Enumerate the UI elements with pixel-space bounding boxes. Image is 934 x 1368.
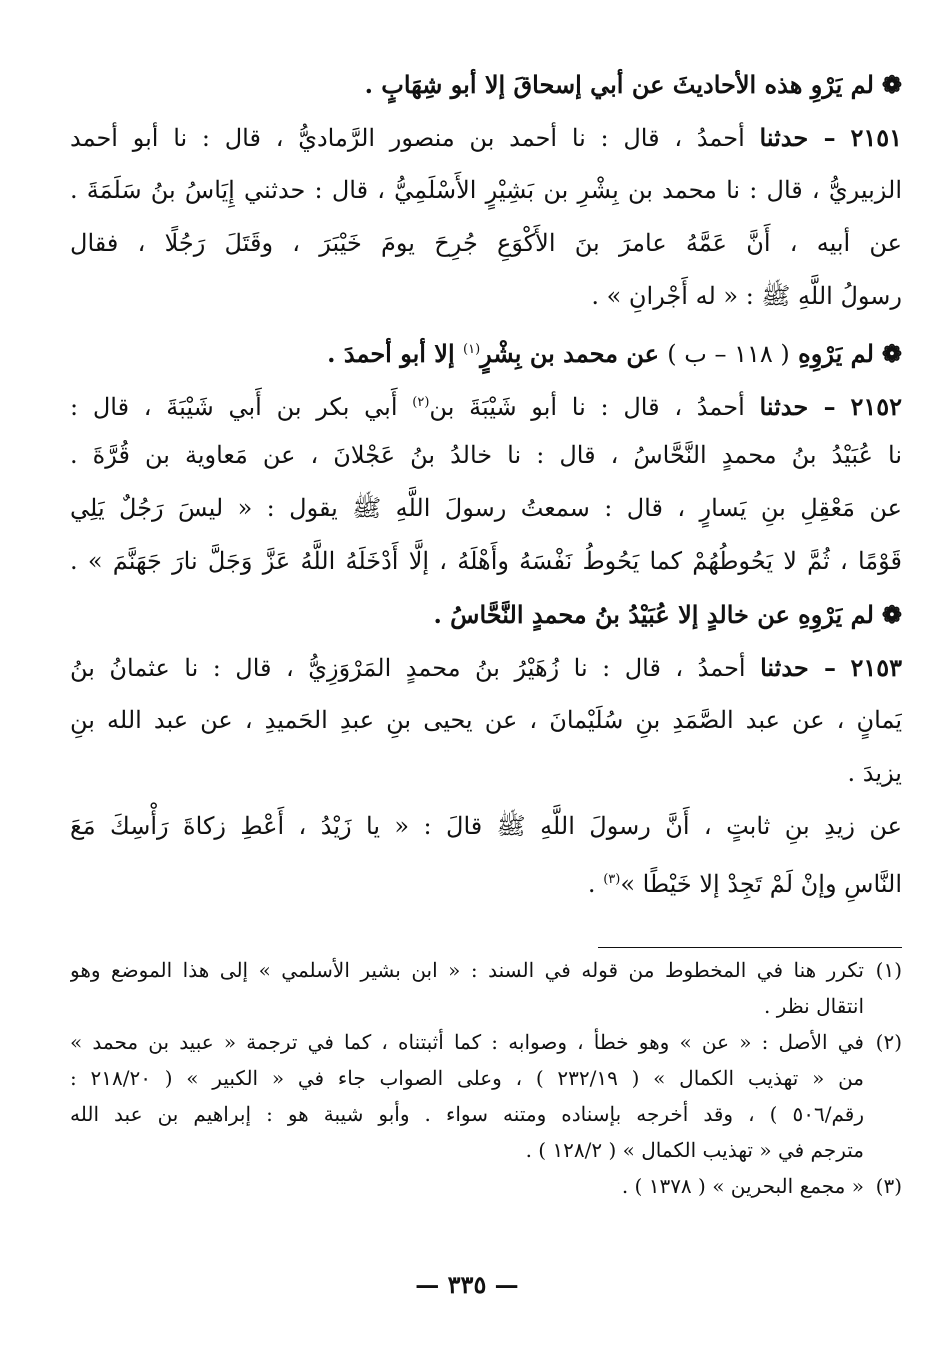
main-text: [70, 58, 902, 906]
hadith-2151-line-2: [70, 164, 902, 217]
hadith-text: قَوْمًا ، ثُمَّ لا يَحُوطُهُمْ كما يَحُوطُ نَفْسَهُ وأَهْلَهُ ، إلَّا أَدْخَلَهُ اللَّهُ عَزَّ وَجَلَّ نارَ جَهَنَّمَ » .: [70, 547, 902, 575]
hadith-text: أَبي بكر بن أَبي شَيْبَةَ ، قال :: [70, 393, 398, 421]
hadith-text: الزبيريُّ ، قال : نا محمد بن بِشْرِ بن بَشِيْرٍ الأَسْلَمِيُّ ، قال : حدثني إِيَاسُ بنُ سَلَمَةَ .: [70, 176, 902, 204]
footnote-ref: (٣): [603, 872, 621, 887]
hadith-number: ٢١٥٢: [850, 392, 902, 421]
footnote-3: [70, 1168, 902, 1204]
hadith-text: أحمدُ ، قال : نا أبو شَيْبَةَ بن: [429, 393, 745, 421]
hadith-2152-line-1: [70, 376, 902, 429]
hadith-text: النَّاسِ وإنْ لَمْ تَجِدْ إلا خَيْطًا »: [620, 870, 902, 898]
hadith-2151-line-1: [70, 111, 902, 164]
hadith-lead: – حدثنا: [759, 392, 836, 421]
footnotes: [70, 952, 902, 1204]
footnote-mark: (٢): [875, 1030, 902, 1054]
hadith-lead: – حدثنا: [759, 123, 836, 152]
footnote-text: مترجم في « تهذيب الكمال » ( ١٢٨/٢ ) .: [525, 1138, 864, 1162]
footnote-separator: [598, 947, 902, 948]
hadith-text: يَمانٍ ، عن عبد الصَّمَدِ بنِ سُلَيْمانَ ، عن يحيى بنِ عبدِ الحَميدِ ، عن عبد الله بنِ: [70, 706, 902, 734]
hadith-2152-line-2: [70, 429, 902, 482]
flower-ornament: ❁: [881, 600, 902, 629]
footnote-text: من « تهذيب الكمال » ( ٢٣٢/١٩ ) ، وعلى الصواب جاء في « الكبير » ( ٢١٨/٢٠ :: [70, 1066, 865, 1090]
hadith-number: ٢١٥١: [850, 123, 902, 152]
hadith-2153-line-1: [70, 641, 902, 694]
hadith-text: عن زيدِ بنِ ثابتٍ ، أَنَّ رسولَ اللَّهِ ﷺ قالَ : « يا زَيْدُ ، أَعْطِ زكاةَ رَأْسِكَ مَعَ: [70, 812, 902, 840]
footnote-text: انتقال نظر .: [764, 994, 864, 1018]
hadith-2153-line-3: [70, 747, 902, 800]
hadith-text: عن أبيه ، أَنَّ عَمَّهُ عامرَ بنَ الأَكْوَعِ جُرِحَ يومَ خَيْبَرَ ، وقَتَلَ رَجُلًا ، فقال: [70, 229, 902, 257]
footnote-2: [70, 1024, 902, 1060]
hadith-text: أحمدُ ، قال : نا زُهَيْرُ بنُ محمدٍ المَرْوَزِيُّ ، قال : نا عثمانُ بنُ: [70, 654, 746, 682]
commentary-line: [70, 588, 902, 641]
hadith-2152-line-3: [70, 482, 902, 535]
footnote-text: رقم/٥٠٦ ) ، وقد أخرجه بإسناده ومتنه سواء . وأبو شيبة هو : إبراهيم بن عبد الله: [70, 1102, 864, 1126]
hadith-text: أحمدُ ، قال : نا أحمد بن منصور الرَّماديُّ ، قال : نا أبو أحمد: [70, 124, 745, 152]
page-number: — ٣٣٥ —: [415, 1270, 519, 1299]
hadith-2152-line-4: [70, 535, 902, 588]
footnote-1-continued: [70, 988, 902, 1024]
footnote-2-continued: [70, 1096, 902, 1132]
commentary-text: لم يَرْوِهِ عن خالدٍ إلا عُبَيْدُ بنُ محمدٍ النَّحَّاسُ .: [433, 600, 874, 629]
commentary-text: إلا أبو أحمدَ .: [327, 339, 455, 368]
footnote-text: تكرر هنا في المخطوط من قوله في السند : « ابن بشير الأسلمي » إلى هذا الموضع وهو: [70, 958, 864, 982]
footnote-2-continued: [70, 1060, 902, 1096]
manuscript-folio-ref: ( ١١٨ – ب ): [667, 340, 790, 368]
footnote-mark: (٣): [875, 1174, 902, 1198]
hadith-text: نا عُبَيْدُ بنُ محمدٍ النَّحَّاسُ ، قال : نا خالدُ بنُ عَجْلانَ ، عن مَعاوية بن قُرَّةَ .: [70, 441, 902, 469]
hadith-lead: – حدثنا: [760, 653, 836, 682]
hadith-2151-line-4: [70, 270, 902, 323]
footnote-1: [70, 952, 902, 988]
commentary-text: عن محمد بن بِشْرٍ: [480, 339, 659, 368]
commentary-line: [70, 58, 902, 111]
flower-ornament: ❁: [881, 339, 902, 368]
footnote-ref: (١): [463, 342, 481, 357]
hadith-2153-line-4: [70, 800, 902, 853]
hadith-text: رسولُ اللَّهِ ﷺ : « له أَجْرانِ » .: [591, 282, 902, 310]
hadith-2151-line-3: [70, 217, 902, 270]
commentary-text: لم يَرْوِ هذه الأحاديثَ عن أبي إسحاقَ إلا أبو شِهَابٍ .: [364, 70, 874, 99]
flower-ornament: ❁: [881, 70, 902, 99]
footnote-ref: (٢): [412, 395, 430, 410]
footnote-2-continued: [70, 1132, 902, 1168]
hadith-text: يزيدَ .: [847, 759, 902, 787]
hadith-2153-line-5: [70, 853, 902, 906]
hadith-text: عن مَعْقِلِ بنِ يَسارٍ ، قال : سمعتُ رسولَ اللَّهِ ﷺ يقول : « ليسَ رَجُلٌ يَلِي: [70, 494, 902, 522]
commentary-text: لم يَرْوِهِ: [798, 339, 874, 368]
commentary-line: [70, 323, 902, 376]
hadith-text: .: [587, 870, 596, 898]
hadith-2153-line-2: [70, 694, 902, 747]
hadith-number: ٢١٥٣: [850, 653, 902, 682]
footnote-text: « مجمع البحرين » ( ١٣٧٨ ) .: [621, 1174, 864, 1198]
footnote-mark: (١): [875, 958, 902, 982]
footnote-text: في الأصل : « عن » وهو خطأ ، وصوابه : كما أثبتناه ، كما في ترجمة « عبيد بن محمد »: [70, 1030, 864, 1054]
